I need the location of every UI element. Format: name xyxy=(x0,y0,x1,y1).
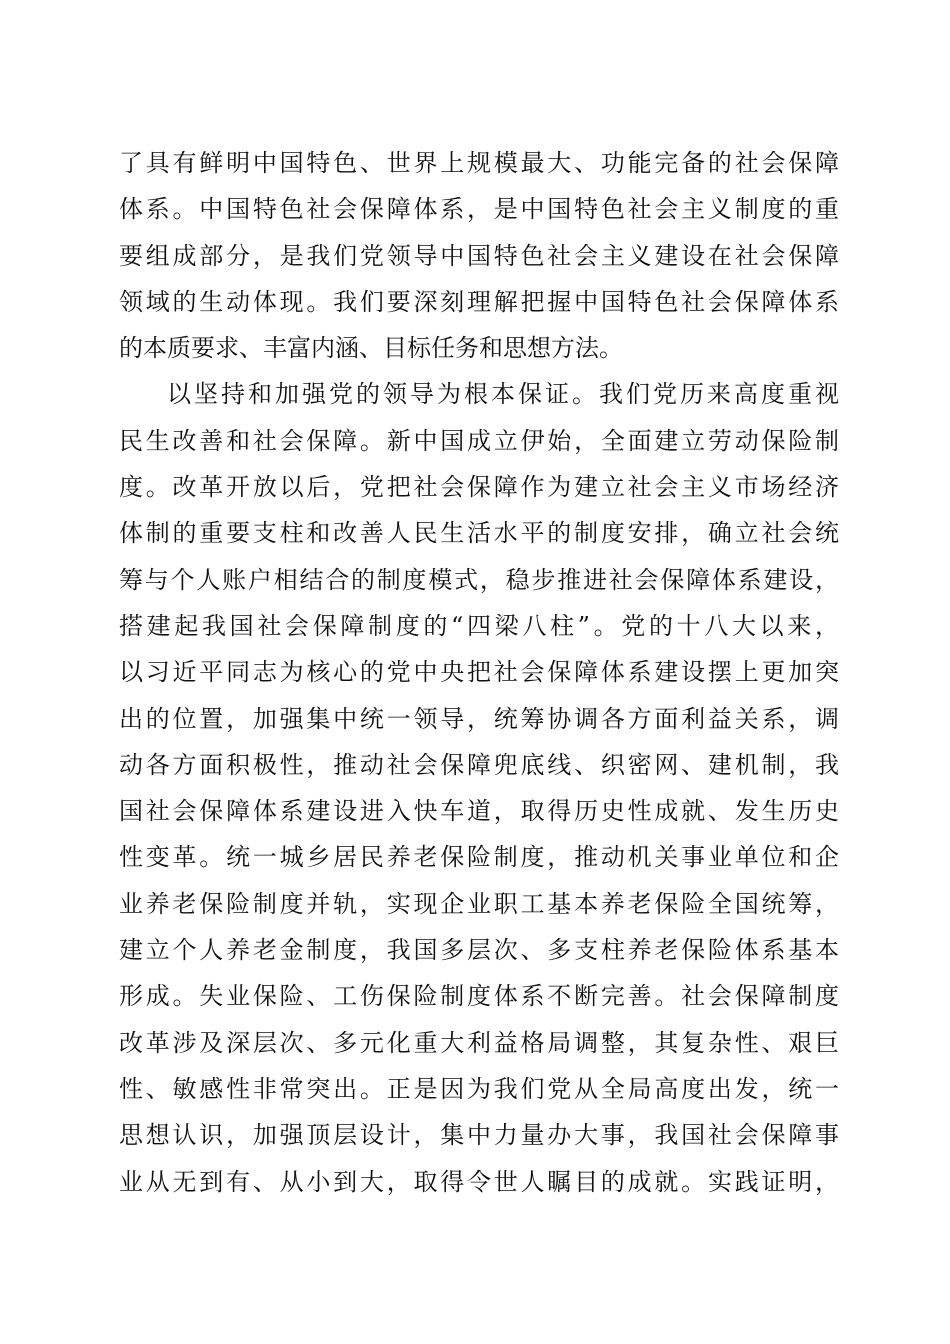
paragraph-1 xyxy=(119,140,839,371)
text-line: 的本质要求、丰富内涵、目标任务和思想方法。 xyxy=(119,334,623,363)
text-line: 度。改革开放以后，党把社会保障作为建立社会主义市场经济 xyxy=(119,473,839,502)
text-line: 以习近平同志为核心的党中央把社会保障体系建设摆上更加突 xyxy=(119,658,839,687)
text-line: 筹与个人账户相结合的制度模式，稳步推进社会保障体系建设， xyxy=(119,565,839,594)
text-line: 体制的重要支柱和改善人民生活水平的制度安排，确立社会统 xyxy=(119,519,839,548)
paragraph-2 xyxy=(119,371,839,1204)
document-body xyxy=(119,140,839,1205)
text-line: 建立个人养老金制度，我国多层次、多支柱养老保险体系基本 xyxy=(119,936,839,965)
text-line: 民生改善和社会保障。新中国成立伊始，全面建立劳动保险制 xyxy=(119,426,839,455)
text-line: 业养老保险制度并轨，实现企业职工基本养老保险全国统筹， xyxy=(119,889,839,918)
text-line: 国社会保障体系建设进入快车道，取得历史性成就、发生历史 xyxy=(119,797,839,826)
text-line: 动各方面积极性，推动社会保障兜底线、织密网、建机制，我 xyxy=(119,750,839,779)
text-line: 了具有鲜明中国特色、世界上规模最大、功能完备的社会保障 xyxy=(119,149,839,177)
text-line: 搭建起我国社会保障制度的“四梁八柱”。党的十八大以来， xyxy=(119,611,839,640)
text-line: 要组成部分，是我们党领导中国特色社会主义建设在社会保障 xyxy=(119,241,839,270)
text-line: 思想认识，加强顶层设计，集中力量办大事，我国社会保障事 xyxy=(119,1121,839,1150)
text-line: 体系。中国特色社会保障体系，是中国特色社会主义制度的重 xyxy=(119,195,839,224)
text-line: 形成。失业保险、工伤保险制度体系不断完善。社会保障制度 xyxy=(119,982,839,1011)
text-line: 出的位置，加强集中统一领导，统筹协调各方面利益关系，调 xyxy=(119,704,839,733)
text-line: 业从无到有、从小到大，取得令世人瞩目的成就。实践证明， xyxy=(119,1167,839,1196)
text-line: 以坚持和加强党的领导为根本保证。我们党历来高度重视 xyxy=(167,380,839,409)
text-line: 性、敏感性非常突出。正是因为我们党从全局高度出发，统一 xyxy=(119,1074,839,1103)
text-line: 领域的生动体现。我们要深刻理解把握中国特色社会保障体系 xyxy=(119,287,839,316)
text-line: 性变革。统一城乡居民养老保险制度，推动机关事业单位和企 xyxy=(119,843,839,872)
text-line: 改革涉及深层次、多元化重大利益格局调整，其复杂性、艰巨 xyxy=(119,1028,839,1057)
